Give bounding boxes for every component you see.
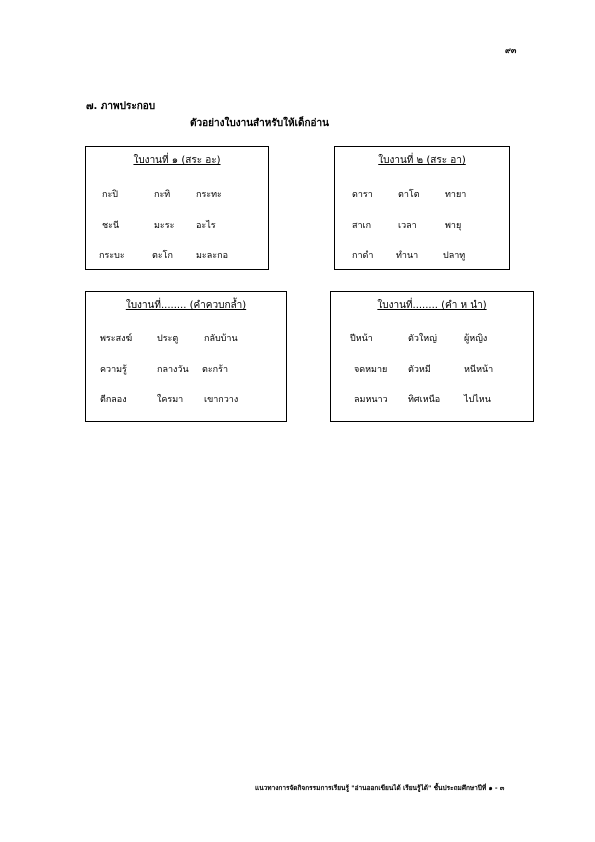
worksheet-word: กะทิ — [154, 190, 171, 200]
worksheet-word: ความรู้ — [100, 365, 127, 375]
worksheet-examples-heading: ตัวอย่างใบงานสำหรับให้เด็กอ่าน — [190, 118, 329, 129]
worksheet-word: จดหมาย — [354, 365, 388, 375]
worksheet-box-1 — [85, 146, 269, 270]
worksheet-word: ปีหน้า — [350, 334, 373, 344]
worksheet-word: ตีกลอง — [100, 395, 127, 405]
worksheet-word: ตาโต — [398, 190, 420, 200]
worksheet-word: หนีหน้า — [464, 365, 494, 375]
worksheet-word: เวลา — [398, 221, 417, 231]
worksheet-word: ใครมา — [157, 395, 184, 405]
worksheet-word: สาเก — [352, 221, 372, 231]
worksheet-word: ลมหนาว — [354, 395, 388, 405]
worksheet-word: กลางวัน — [157, 365, 189, 375]
worksheet-word: กระทะ — [196, 190, 222, 200]
worksheet-word: มะละกอ — [196, 251, 228, 261]
worksheet-word: ทิศเหนือ — [408, 395, 441, 405]
worksheet-word: ทายา — [445, 190, 467, 200]
worksheet-word: กาดำ — [352, 251, 374, 261]
worksheet-word: ตัวใหญ่ — [408, 334, 437, 344]
worksheet-word: ตัวหมี — [408, 365, 431, 375]
worksheet-word: ตะโก — [152, 251, 173, 261]
worksheet-word: อะไร — [196, 221, 216, 231]
worksheet-word: พระสงฆ์ — [100, 334, 133, 344]
worksheet-word: กลับบ้าน — [204, 334, 238, 344]
worksheet-word: ไปไหน — [464, 395, 491, 405]
worksheet-word: ชะนี — [102, 221, 120, 231]
worksheet-title: ใบงานที่........ (คำควบกล้ำ) — [125, 300, 247, 311]
page-number: ๙๓ — [505, 46, 517, 55]
worksheet-box-3 — [85, 291, 287, 422]
worksheet-title: ใบงานที่........ (คำ ห นำ) — [377, 300, 487, 311]
section-heading: ๗. ภาพประกอบ — [86, 101, 156, 112]
worksheet-title: ใบงานที่ ๑ (สระ อะ) — [133, 155, 221, 166]
worksheet-word: ผู้หญิง — [464, 334, 488, 344]
worksheet-box-4 — [330, 291, 534, 422]
worksheet-word: ดารา — [352, 190, 373, 200]
worksheet-word: ตะกร้า — [202, 365, 229, 375]
worksheet-word: ทำนา — [396, 251, 419, 261]
worksheet-word: มะระ — [154, 221, 175, 231]
worksheet-word: กระบะ — [99, 251, 125, 261]
page-footer: แนวทางการจัดกิจกรรมการเรียนรู้ "อ่านออกเขียนได้ เรียนรู้ได้" ชั้นประถมศึกษาปีที่ ๑ - ๓ — [255, 784, 505, 792]
worksheet-word: ปลาทู — [443, 251, 466, 261]
worksheet-box-2 — [334, 146, 510, 270]
worksheet-word: ประตู — [157, 334, 179, 344]
worksheet-word: เขากวาง — [204, 395, 239, 405]
worksheet-word: พายุ — [445, 221, 462, 231]
worksheet-title: ใบงานที่ ๒ (สระ อา) — [378, 155, 466, 166]
worksheet-word: กะปิ — [102, 190, 118, 200]
